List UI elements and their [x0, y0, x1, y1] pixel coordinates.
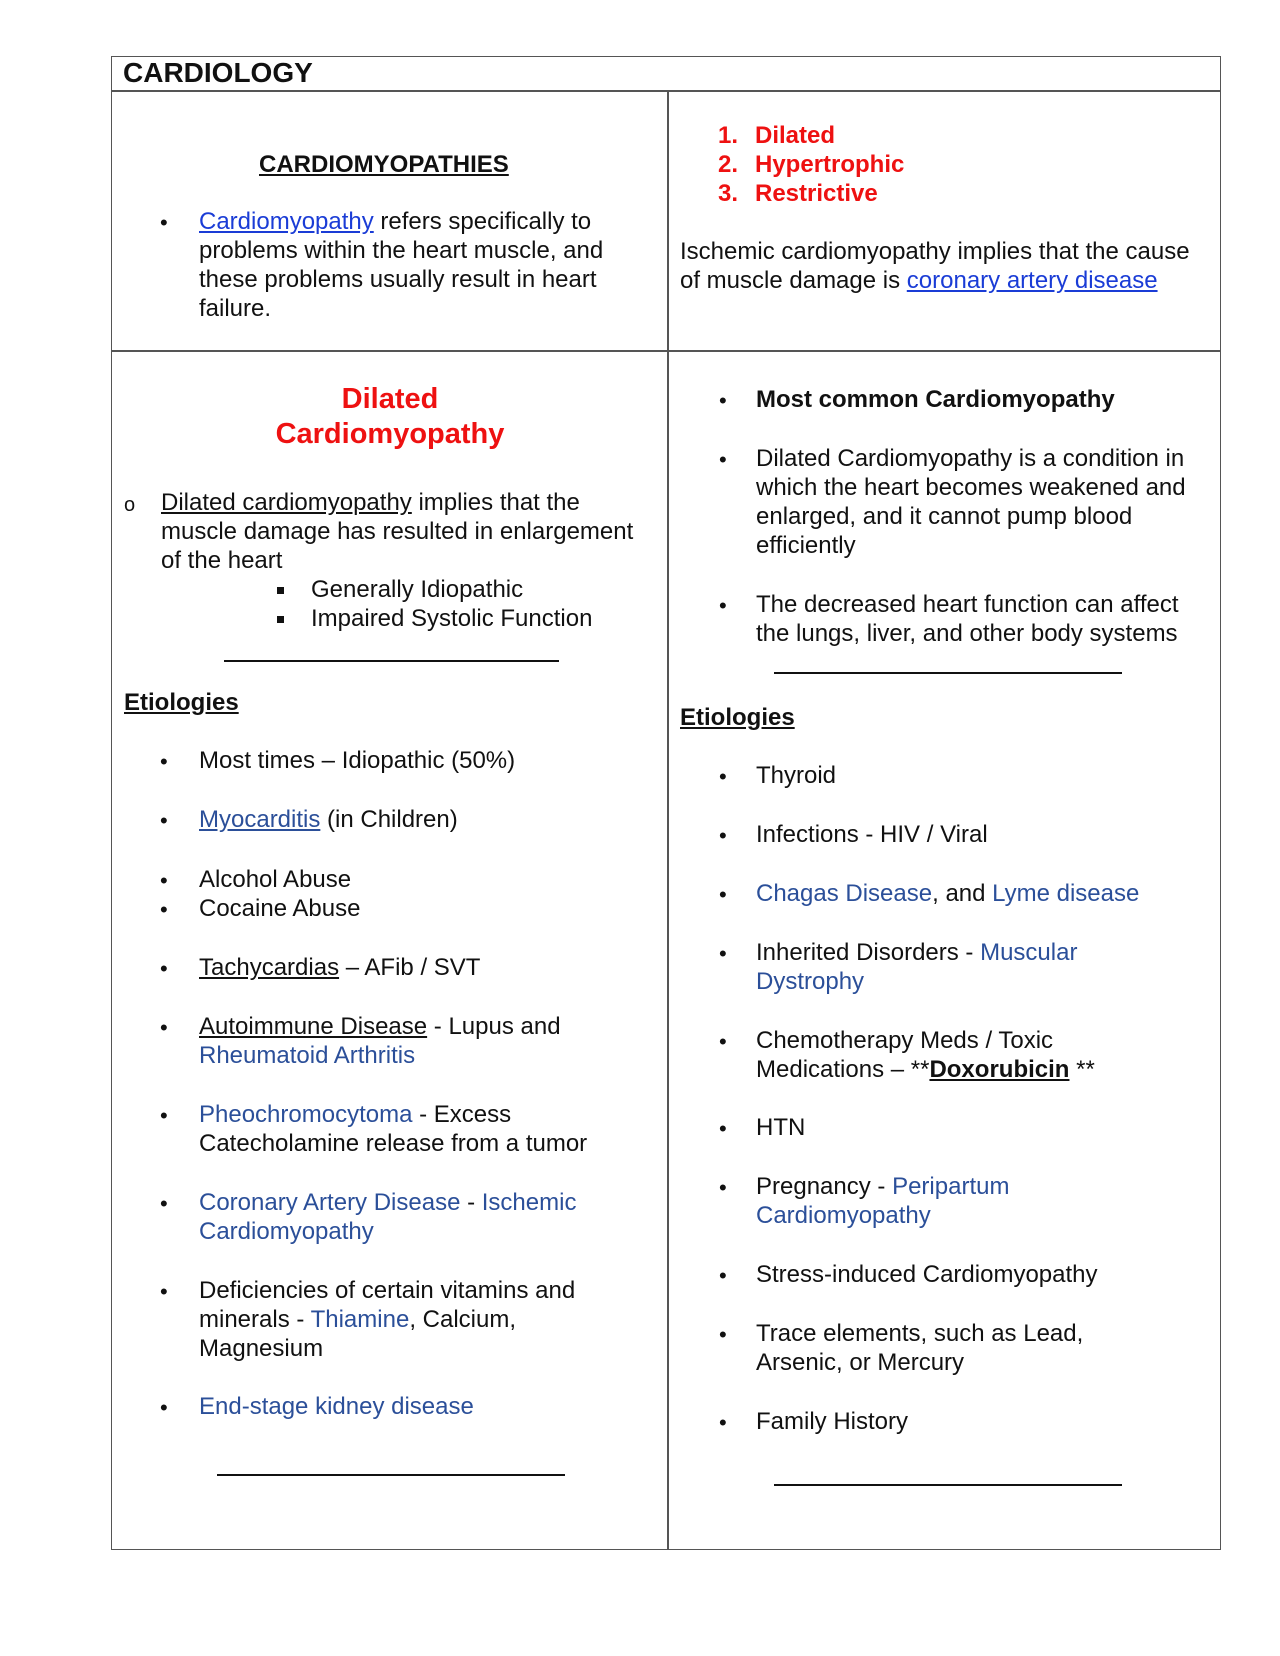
decreased-function-line1: The decreased heart function can affect — [756, 591, 1179, 618]
bullet: • — [160, 1395, 168, 1420]
thiamine-term: Thiamine — [310, 1306, 410, 1333]
dystrophy-line: Dystrophy — [756, 968, 865, 995]
trace-elements-line1: Trace elements, such as Lead, — [756, 1320, 1084, 1347]
bullet: • — [719, 1029, 727, 1054]
intro-bullet-line2: problems within the heart muscle, and — [199, 237, 604, 264]
separator-rule — [217, 1474, 565, 1476]
bullet: • — [160, 1279, 168, 1304]
etiology-myocarditis: Myocarditis (in Children) — [199, 806, 458, 833]
bullet: • — [719, 823, 727, 848]
definition-line2: muscle damage has resulted in enlargement — [161, 518, 634, 545]
definition-line3: of the heart — [161, 547, 283, 574]
dilated-desc-line4: efficiently — [756, 532, 856, 559]
type-restrictive: Restrictive — [755, 180, 878, 207]
ischemic-term: Ischemic — [481, 1189, 577, 1216]
dilated-desc-line2: which the heart becomes weakened and — [756, 474, 1186, 501]
etiology-chagas-lyme: Chagas Disease, and Lyme disease — [756, 880, 1140, 907]
dilated-cardiomyopathy-term: Dilated cardiomyopathy — [161, 489, 412, 516]
separator-rule — [774, 1484, 1122, 1486]
etiology-pheochromocytoma: Pheochromocytoma - Excess — [199, 1101, 512, 1128]
bullet: • — [160, 210, 168, 235]
most-common-text: Most common Cardiomyopathy — [756, 386, 1115, 413]
sub-item-idiopathic: Generally Idiopathic — [311, 576, 524, 603]
chagas-term: Chagas Disease — [756, 880, 933, 907]
pheochromocytoma-term: Pheochromocytoma — [199, 1101, 413, 1128]
cardiomyopathies-heading: CARDIOMYOPATHIES — [259, 151, 509, 178]
intro-bullet-line4: failure. — [199, 295, 272, 322]
bullet: • — [719, 1410, 727, 1435]
bullet: • — [160, 956, 168, 981]
bullet: • — [719, 1263, 727, 1288]
type-number-3: 3. — [718, 180, 739, 207]
etiologies-heading-right: Etiologies — [680, 704, 795, 731]
ischemic-cardiomyopathy-line2: Cardiomyopathy — [199, 1218, 374, 1245]
bullet: • — [719, 941, 727, 966]
bullet: • — [719, 764, 727, 789]
rheumatoid-arthritis: Rheumatoid Arthritis — [199, 1042, 416, 1069]
bullet: • — [719, 1175, 727, 1200]
type-number-1: 1. — [718, 122, 739, 149]
dilated-desc-line3: enlarged, and it cannot pump blood — [756, 503, 1133, 530]
etiology-idiopathic: Most times – Idiopathic (50%) — [199, 747, 516, 774]
coronary-artery-disease-link[interactable]: coronary artery disease — [906, 267, 1158, 294]
square-bullet — [277, 587, 284, 594]
etiology-cad: Coronary Artery Disease - Ischemic — [199, 1189, 577, 1216]
etiology-stress: Stress-induced Cardiomyopathy — [756, 1261, 1098, 1288]
divider-column — [667, 90, 669, 1550]
ischemic-line1: Ischemic cardiomyopathy implies that the cause — [680, 238, 1190, 265]
etiology-tachycardias: Tachycardias – AFib / SVT — [199, 954, 481, 981]
deficiencies-line1: Deficiencies of certain vitamins and — [199, 1277, 576, 1304]
separator-rule — [774, 672, 1122, 674]
separator-rule — [224, 660, 559, 662]
bullet: • — [160, 808, 168, 833]
doxorubicin-term: Doxorubicin — [929, 1056, 1070, 1083]
cardiomyopathy-link[interactable]: Cardiomyopathy — [199, 208, 374, 235]
square-bullet — [277, 616, 284, 623]
peripartum-line2: Cardiomyopathy — [756, 1202, 931, 1229]
definition-line1: Dilated cardiomyopathy implies that the — [161, 489, 580, 516]
bullet: • — [160, 897, 168, 922]
decreased-function-line2: the lungs, liver, and other body systems — [756, 620, 1178, 647]
etiology-pregnancy: Pregnancy - Peripartum — [756, 1173, 1010, 1200]
muscular-term: Muscular — [980, 939, 1078, 966]
intro-bullet-line3: these problems usually result in heart — [199, 266, 597, 293]
divider-title — [111, 90, 1221, 92]
bullet: • — [719, 882, 727, 907]
dilated-heading-line1: Dilated — [341, 383, 439, 415]
bullet: • — [719, 388, 727, 413]
bullet: • — [719, 1116, 727, 1141]
etiology-family-history: Family History — [756, 1408, 909, 1435]
etiology-thyroid: Thyroid — [756, 762, 837, 789]
bullet: • — [160, 1191, 168, 1216]
type-dilated: Dilated — [755, 122, 836, 149]
lyme-term: Lyme disease — [992, 880, 1140, 907]
bullet: • — [719, 447, 727, 472]
bullet: • — [160, 868, 168, 893]
bullet: • — [719, 1322, 727, 1347]
type-number-2: 2. — [718, 151, 739, 178]
deficiencies-line2: minerals - Thiamine, Calcium, — [199, 1306, 516, 1333]
tachycardias-term: Tachycardias — [199, 954, 340, 981]
divider-intro — [111, 350, 1221, 352]
bullet: • — [160, 749, 168, 774]
autoimmune-term: Autoimmune Disease — [199, 1013, 428, 1040]
etiology-alcohol: Alcohol Abuse — [199, 866, 352, 893]
sub-item-systolic: Impaired Systolic Function — [311, 605, 593, 632]
intro-bullet-line1: Cardiomyopathy refers specifically to — [199, 208, 592, 235]
etiology-cocaine: Cocaine Abuse — [199, 895, 361, 922]
etiologies-heading-left: Etiologies — [124, 689, 239, 716]
bullet: • — [160, 1103, 168, 1128]
type-hypertrophic: Hypertrophic — [755, 151, 905, 178]
chemotherapy-line1: Chemotherapy Meds / Toxic — [756, 1027, 1054, 1054]
peripartum-term: Peripartum — [892, 1173, 1010, 1200]
bullet: • — [160, 1015, 168, 1040]
etiology-kidney: End-stage kidney disease — [199, 1393, 474, 1420]
deficiencies-line3: Magnesium — [199, 1335, 324, 1362]
circle-bullet: o — [124, 494, 136, 516]
dilated-desc-line1: Dilated Cardiomyopathy is a condition in — [756, 445, 1185, 472]
catecholamine-line: Catecholamine release from a tumor — [199, 1130, 588, 1157]
myocarditis-link[interactable]: Myocarditis — [199, 806, 321, 833]
document-title: CARDIOLOGY — [123, 57, 313, 88]
dilated-heading-line2: Cardiomyopathy — [275, 418, 505, 450]
chemotherapy-line2: Medications – **Doxorubicin ** — [756, 1056, 1095, 1083]
cad-term: Coronary Artery Disease — [199, 1189, 461, 1216]
etiology-autoimmune: Autoimmune Disease - Lupus and — [199, 1013, 561, 1040]
etiology-htn: HTN — [756, 1114, 806, 1141]
etiology-infections: Infections - HIV / Viral — [756, 821, 988, 848]
bullet: • — [719, 593, 727, 618]
ischemic-line2: of muscle damage is coronary artery disease — [680, 267, 1158, 294]
trace-elements-line2: Arsenic, or Mercury — [756, 1349, 965, 1376]
etiology-inherited: Inherited Disorders - Muscular — [756, 939, 1078, 966]
